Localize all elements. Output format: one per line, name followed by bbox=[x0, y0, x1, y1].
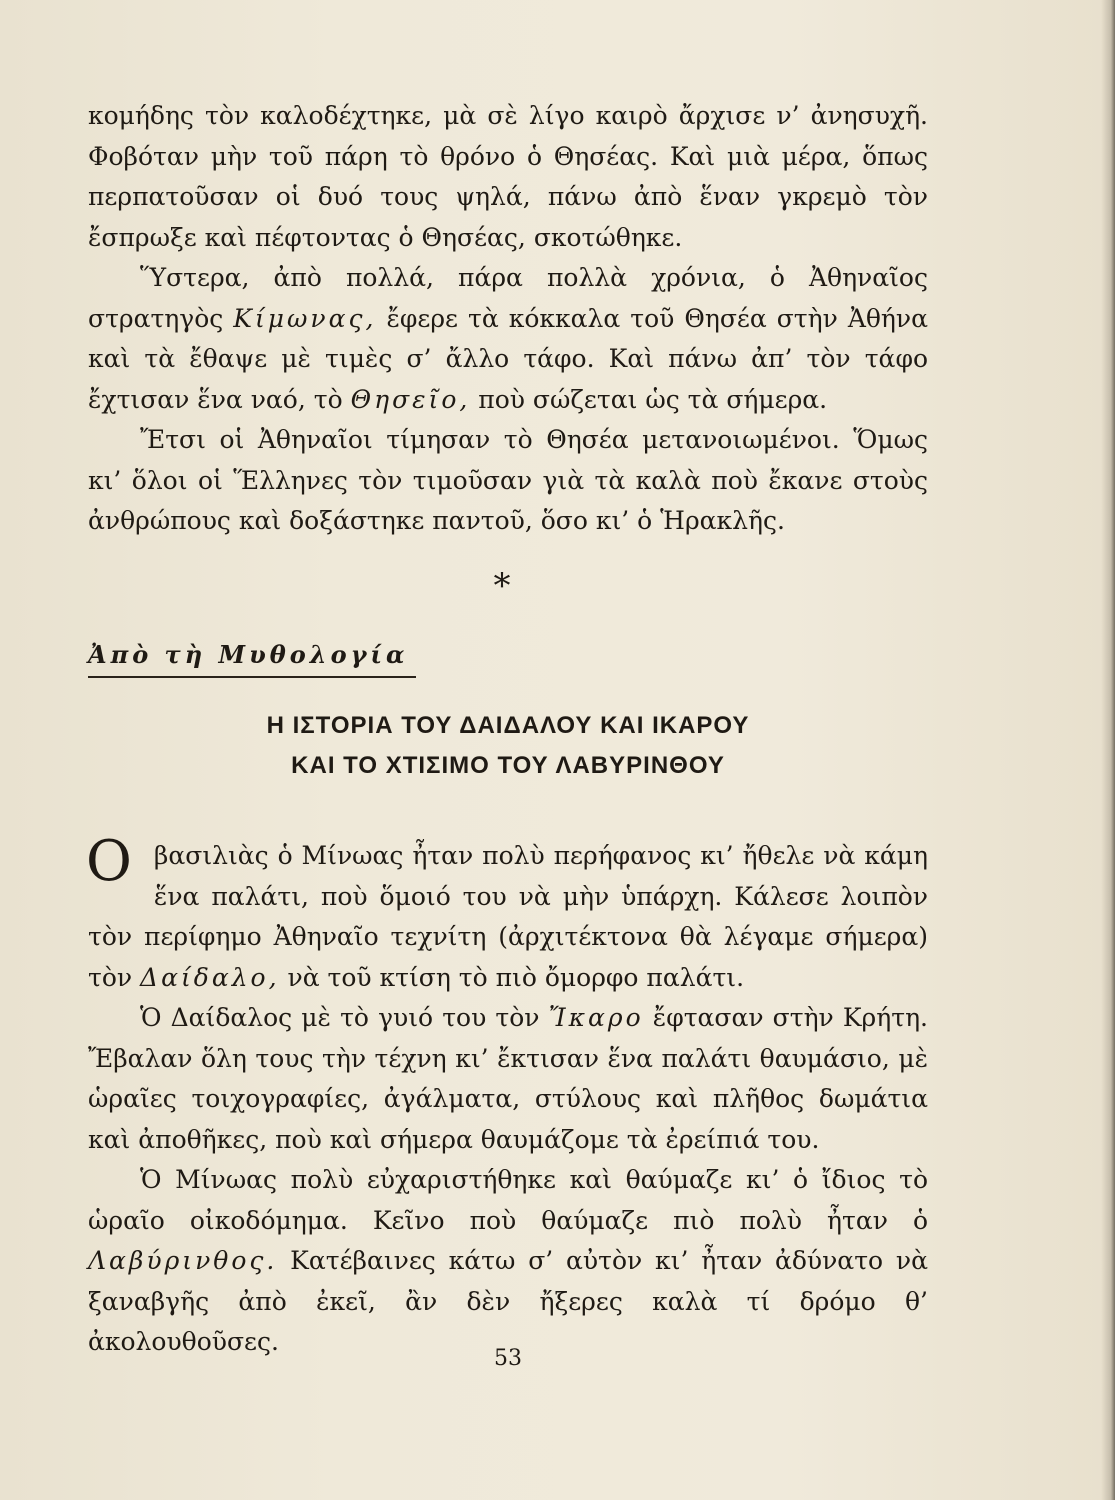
paragraph-text-part: νὰ τοῦ κτίση τὸ πιὸ ὄμορφο παλάτι. bbox=[279, 962, 745, 992]
emphasized-name-daidalos: Δαίδαλο, bbox=[140, 962, 280, 992]
paragraph-text-part: βασιλιὰς ὁ Μίνωας ἦταν πολὺ περήφανος κι’ ἤθελε νὰ κάμη ἕνα παλάτι, ποὺ ὅμοιό του νὰ μὴν ὑπάρχη. Κάλεσε λοιπὸν τὸν περίφημο Ἀθηναῖο τεχνίτη (ἀρχιτέκτονα θὰ λέγαμε σήμερα) τὸν bbox=[88, 841, 928, 992]
paragraph-text: κομήδης τὸν καλοδέχτηκε, μὰ σὲ λίγο καιρὸ ἄρχισε ν’ ἀνησυχῆ. Φοβόταν μὴν τοῦ πάρη τὸ θρόνο ὁ Θησέας. Καὶ μιὰ μέρα, ὅπως περπατοῦσαν οἱ δυό τους ψηλά, πάνω ἀπὸ ἕναν γκρεμὸ τὸν ἔσπρωξε καὶ πέφτοντας ὁ Θησέας, σκοτώθηκε. bbox=[88, 101, 928, 252]
paragraph-text-part: Ὁ Μίνωας πολὺ εὐχαριστήθηκε καὶ θαύμαζε κι’ ὁ ἴδιος τὸ ὡραῖο οἰκοδόμημα. Κεῖνο ποὺ θαύμαζε πιὸ πολὺ ἦταν ὁ bbox=[88, 1165, 928, 1235]
paragraph-minos-palace bbox=[86, 829, 928, 998]
theseus-ending-section bbox=[88, 96, 928, 542]
asterisk-separator: * bbox=[493, 566, 511, 606]
paragraph-text-part: Ὁ Δαίδαλος μὲ τὸ γυιό του τὸν bbox=[140, 1003, 549, 1032]
page-edge-shadow bbox=[1101, 0, 1115, 1500]
emphasized-name-kimonas: Κίμωνας, bbox=[233, 303, 377, 333]
paragraph-honor bbox=[88, 420, 928, 542]
paragraph-crete bbox=[88, 998, 928, 1160]
paragraph-kimon bbox=[88, 258, 928, 420]
paragraph-text-part: ἔφερε τὰ κόκκαλα τοῦ Θησέα στὴν Ἀθήνα καὶ τὰ ἔθαψε μὲ τιμὲς σ’ ἄλλο τάφο. Καὶ πάνω ἀπ’ τὸν τάφο ἔχτισαν ἕνα ναό, τὸ bbox=[88, 303, 928, 414]
paragraph-continuation bbox=[88, 96, 928, 258]
chapter-title-line-2: ΚΑΙ ΤΟ ΧΤΙΣΙΜΟ ΤΟΥ ΛΑΒΥΡΙΝΘΟΥ bbox=[291, 752, 725, 779]
paragraph-text-part: Ὕστερα, ἀπὸ πολλά, πάρα πολλὰ χρόνια, ὁ Ἀθηναῖος στρατηγὸς bbox=[88, 263, 928, 333]
emphasized-name-ikaros: Ἴκαρο bbox=[548, 1003, 644, 1032]
chapter-title-line-1: Η ΙΣΤΟΡΙΑ ΤΟΥ ΔΑΙΔΑΛΟΥ ΚΑΙ ΙΚΑΡΟΥ bbox=[266, 712, 750, 739]
page-number: 53 bbox=[494, 1346, 522, 1371]
drop-cap-letter: Ο bbox=[86, 829, 132, 894]
paragraph-text: Ἔτσι οἱ Ἀθηναῖοι τίμησαν τὸ Θησέα μετανοιωμένοι. Ὅμως κι’ ὅλοι οἱ Ἕλληνες τὸν τιμοῦσαν γιὰ τὰ καλὰ ποὺ ἔκανε στοὺς ἀνθρώπους καὶ δοξάστηκε παντοῦ, ὅσο κι’ ὁ Ἡρακλῆς. bbox=[88, 425, 928, 535]
paragraph-labyrinth bbox=[88, 1160, 928, 1363]
daedalus-story-section bbox=[86, 829, 928, 1363]
emphasized-name-theseio: Θησεῖο, bbox=[350, 384, 471, 414]
source-underline bbox=[88, 676, 416, 678]
emphasized-name-labyrinthos: Λαβύρινθος. bbox=[88, 1246, 278, 1275]
paragraph-text-part: ποὺ σώζεται ὡς τὰ σήμερα. bbox=[470, 384, 828, 414]
paragraph-text-part: ἔφτασαν στὴν Κρήτη. Ἔβαλαν ὅλη τους τὴν τέχνη κι’ ἔκτισαν ἕνα παλάτι θαυμάσιο, μὲ ὡραῖες τοιχογραφίες, ἀγάλματα, στύλους καὶ πλῆθος δωμάτια καὶ ἀποθῆκες, ποὺ καὶ σήμερα θαυμάζομε τὰ ἐρείπιά του. bbox=[88, 1003, 928, 1154]
source-label: Ἀπὸ τὴ Μυθολογία bbox=[88, 640, 409, 669]
paragraph-text-part: Κατέβαινες κάτω σ’ αὐτὸν κι’ ἦταν ἀδύνατο νὰ ξαναβγῆς ἀπὸ ἐκεῖ, ἂν δὲν ἤξερες καλὰ τί δρόμο θ’ ἀκολουθοῦσες. bbox=[88, 1246, 928, 1356]
